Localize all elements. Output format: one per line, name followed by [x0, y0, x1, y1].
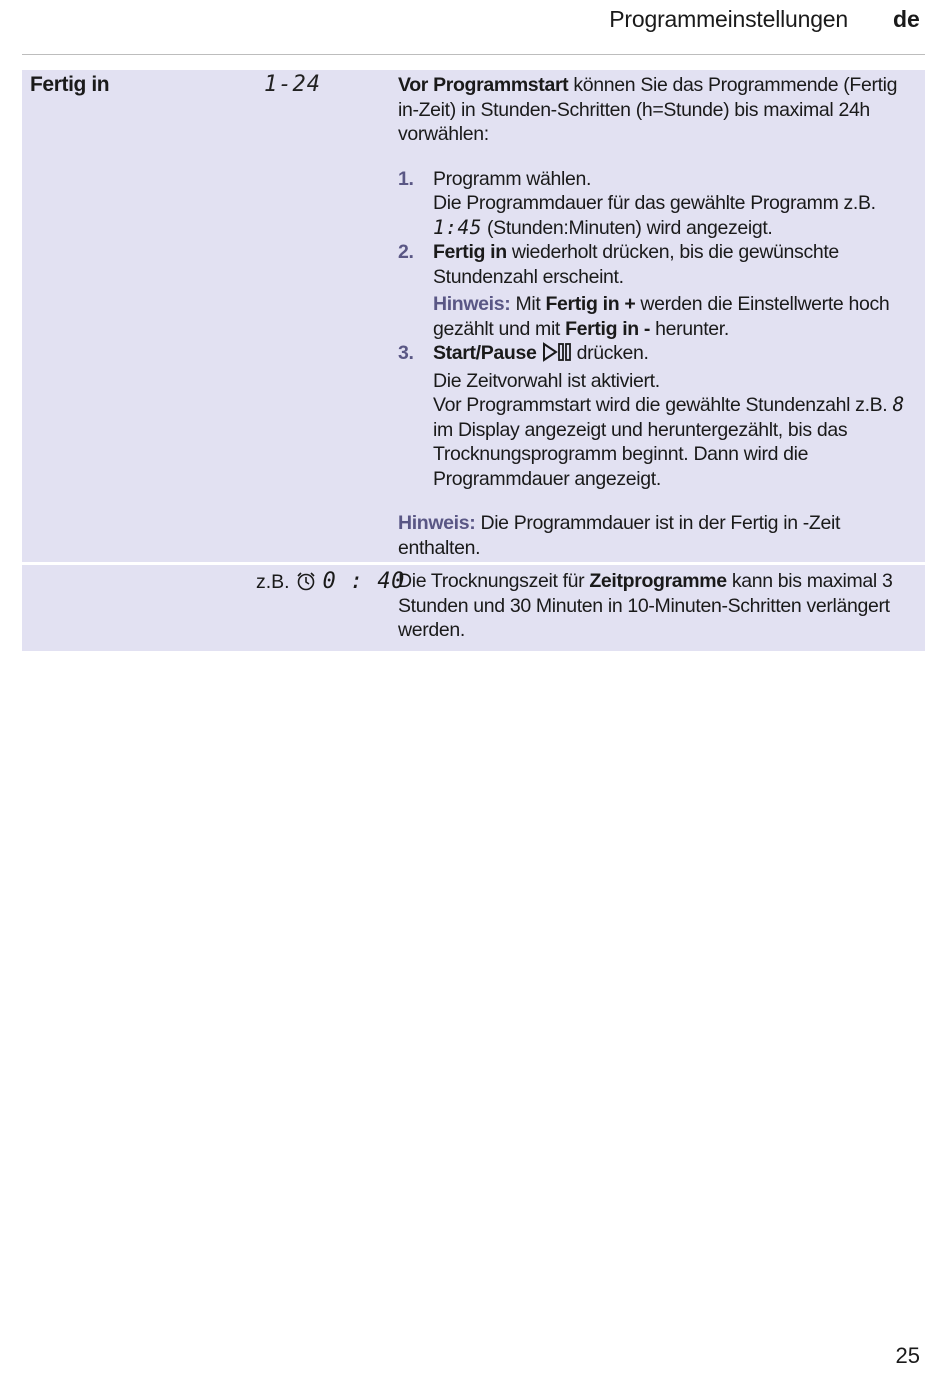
step-line [433, 393, 918, 491]
example-display [256, 569, 405, 597]
setting-description [398, 569, 918, 643]
step-text: im Display angezeigt und heruntergezählt, bis das Trocknungsprogramm beginnt. Dann wird die Programmdauer angezeigt. [433, 418, 848, 490]
list-item [398, 240, 918, 341]
display-example: 1:45 [433, 215, 482, 239]
note-label: Hinweis: [433, 293, 511, 315]
step-text: Vor Programmstart wird die gewählte Stundenzahl z.B. [433, 394, 893, 416]
setting-description [398, 73, 918, 560]
intro-bold: Vor Programmstart [398, 74, 569, 96]
step-number: 1. [398, 167, 414, 190]
display-example: 8 [892, 393, 905, 416]
step-text: Die Programmdauer für das gewählte Programm z.B. [433, 192, 876, 214]
table-row [22, 565, 925, 651]
step-text: (Stunden:Minuten) wird angezeigt. [481, 216, 773, 239]
note-text: herunter. [650, 317, 729, 340]
intro-paragraph [398, 73, 918, 147]
steps-list [398, 167, 918, 492]
section-title: Programmeinstellungen [609, 6, 848, 32]
display-range-value: 1-24 [264, 72, 321, 97]
button-name: Start/Pause [433, 342, 537, 364]
final-note [398, 511, 918, 560]
step-number: 2. [398, 241, 414, 263]
step-line: Die Zeitvorwahl ist aktiviert. [433, 369, 660, 392]
page-number: 25 [895, 1343, 920, 1368]
button-name: Fertig in [433, 241, 507, 263]
step-line [433, 240, 918, 289]
list-item [398, 167, 918, 241]
description-paragraph [398, 569, 918, 643]
note-label: Hinweis: [398, 512, 476, 534]
step-line [433, 191, 918, 240]
language-code: de [893, 6, 920, 32]
program-name: Zeitprogramme [589, 570, 727, 592]
step-line: Programm wählen. [433, 167, 592, 190]
example-prefix: z.B. [256, 571, 290, 593]
step-line [433, 341, 918, 369]
settings-table [22, 70, 925, 651]
step-text: drücken. [571, 342, 649, 364]
step-number: 3. [398, 342, 414, 364]
step-note [433, 292, 918, 341]
intro-text: können Sie das Programmende (Fertig in-Zeit) in Stunden-Schritten (h=Stunde) bis maximal 24h vorwählen: [398, 74, 898, 145]
description-text: kann bis maximal 3 Stunden und 30 Minuten in 10-Minuten-Schritten verlängert werden. [398, 570, 893, 641]
button-name: Fertig in - [565, 317, 651, 340]
table-row [22, 70, 925, 562]
note-text: werden die Einstellwerte hoch gezählt und mit [433, 293, 890, 340]
note-text: Die Programmdauer ist in der Fertig in -Zeit enthalten. [398, 512, 841, 559]
play-pause-icon [542, 342, 572, 369]
alarm-clock-icon [295, 571, 317, 597]
button-name: Fertig in + [545, 293, 636, 315]
setting-label: Fertig in [30, 73, 110, 96]
display-time-value: 0 : 40 [322, 569, 405, 594]
description-text: Die Trocknungszeit für [398, 570, 590, 592]
list-item [398, 341, 918, 491]
header-divider [22, 54, 925, 55]
note-text: Mit [510, 293, 546, 315]
step-text: wiederholt drücken, bis die gewünschte Stundenzahl erscheint. [433, 241, 839, 288]
